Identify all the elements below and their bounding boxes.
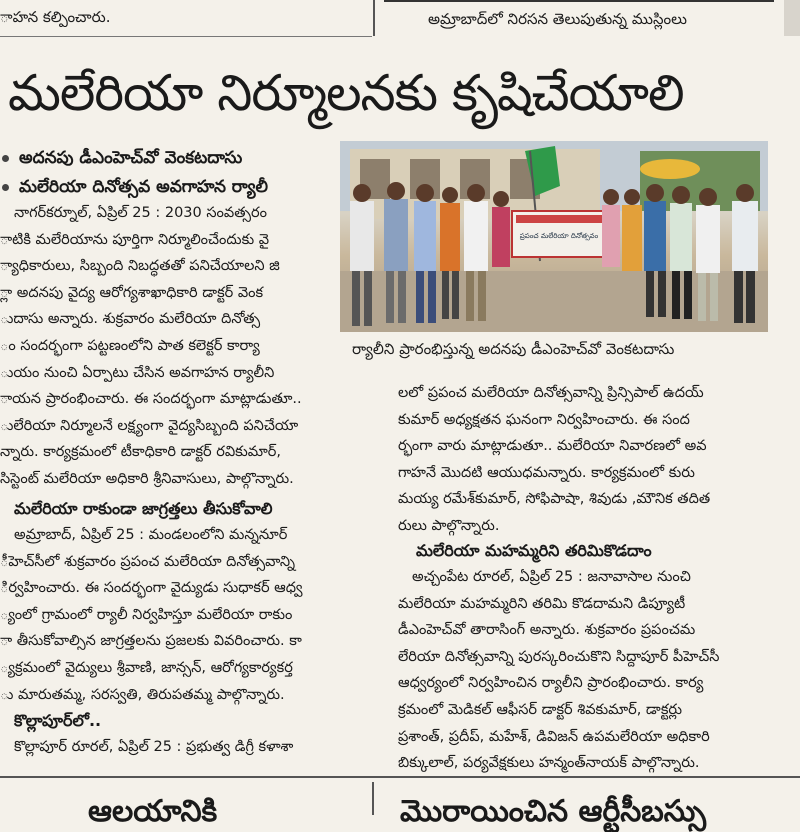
text-line: న్నారు. కార్యక్రమంలో టీకాధికారి డాక్టర్ రవికుమార్, xyxy=(0,444,281,461)
subheading: మలేరియా రాకుండా జాగ్రత్తలు తీసుకోవాలి xyxy=(14,499,273,518)
bullet-icon xyxy=(2,155,9,162)
bullet-icon xyxy=(2,184,9,191)
rally-photo-illustration xyxy=(340,141,768,332)
prev-photo-caption: అమ్రాబాద్‌లో నిరసన తెలుపుతున్న ముస్లింలు xyxy=(428,10,687,28)
text-line: ీహెచ్‌సీలో శుక్రవారం ప్రపంచ మలేరియా దినోత్సవాన్ని xyxy=(0,553,296,570)
text-line: ు మారుతమ్మ, సరస్వతి, తిరుపతమ్మ పాల్గొన్నారు. xyxy=(0,686,285,703)
text-line: ఆధ్వర్యంలో నిర్వహించిన ర్యాలీని ప్రారంభించారు. కార్య xyxy=(398,675,704,692)
photo-edge xyxy=(384,0,774,2)
text-line: ్యాధికారులు, సిబ్బంది నిబద్ధతతో పనిచేయాలని జి xyxy=(0,258,280,275)
divider xyxy=(0,36,372,37)
text-line: ుదాసు అన్నారు. శుక్రవారం మలేరియా దినోత్స xyxy=(0,311,261,328)
right-para-1 xyxy=(398,380,710,540)
text-line: డీఎంహెచ్‌వో తారాసింగ్ అన్నారు. శుక్రవారం ప్రపంచమ xyxy=(398,622,696,639)
text-line: లేరియా దినోత్సవాన్ని పురస్కరించుకొని సిద్దాపూర్ పీహెచ్‌సీ xyxy=(398,648,720,665)
column-divider xyxy=(373,0,375,36)
text-line: ులేరియా నిర్మూలనే లక్ష్యంగా వైద్యసిబ్బంది పనిచేయా xyxy=(0,417,299,434)
right-para-2 xyxy=(398,564,719,777)
subheading: మలేరియా మహమ్మరిని తరిమికొడదాం xyxy=(416,541,652,560)
text-line: నాగర్‌కర్నూల్, ఏప్రిల్ 25 : 2030 సంవత్సరం xyxy=(14,205,268,221)
text-line: లలో ప్రపంచ మలేరియా దినోత్సవాన్ని ప్రిన్సిపాల్ ఉదయ్ xyxy=(398,385,704,401)
text-line: ం సందర్భంగా పట్టణంలోని పాత కలెక్టర్ కార్యా xyxy=(0,337,260,354)
subheading: కొల్లాపూర్‌లో.. xyxy=(14,711,102,730)
text-line: మలేరియా మహమ్మరిని తరిమి కొడదామని డిప్యూటీ xyxy=(398,595,686,612)
banner-text: ప్రపంచ మలేరియా దినోత్సవం xyxy=(519,232,599,240)
text-line: ప్రశాంత్, ప్రదీప్, మహేశ్, డివిజన్ ఉపమలేరియా అధికారి xyxy=(398,728,710,745)
left-para-2 xyxy=(0,522,303,708)
column-divider xyxy=(372,782,374,815)
left-para-1 xyxy=(0,200,302,493)
text-line: క్రమంలో మెడికల్ ఆఫీసర్ డాక్టర్ శివకుమార్, డాక్టర్లు xyxy=(398,701,683,718)
bullet-text: మలేరియా దినోత్సవ అవగాహన ర్యాలీ xyxy=(19,177,268,197)
bullet-point xyxy=(2,173,268,201)
photo-caption: ర్యాలీని ప్రారంభిస్తున్న అదనపు డీఎంహెచ్‌వో వెంకటదాసు xyxy=(352,340,675,358)
left-para-3 xyxy=(14,734,293,761)
text-line: ా తీసుకోవాల్సిన జాగ్రత్తలను ప్రజలకు వివరించారు. కా xyxy=(0,633,302,650)
next-article-headline: మొరాయించిన ఆర్టీసీబస్సు xyxy=(400,794,707,829)
next-article-headline: ఆలయానికి xyxy=(88,794,218,829)
text-line: సిస్టెంట్ మలేరియా అధికారి శ్రీనివాసులు, పాల్గొన్నారు. xyxy=(0,470,294,487)
text-line: ర్భంగా వారు మాట్లాడుతూ.. మలేరియా నివారణలో అవ xyxy=(398,438,707,455)
text-line: ుయం నుంచి ఏర్పాటు చేసిన అవగాహన ర్యాలీని xyxy=(0,364,275,381)
text-line: ్యక్రమంలో వైద్యులు శ్రీవాణి, జాన్సన్, ఆరోగ్యకార్యకర్త xyxy=(0,659,293,676)
text-line: రులు పాల్గొన్నారు. xyxy=(398,517,500,534)
text-line: బిక్కులాల్, పర్యవేక్షకులు హన్మంత్‌నాయక్ పాల్గొన్నారు. xyxy=(398,755,700,772)
text-line: ిర్వహించారు. ఈ సందర్భంగా వైద్యుడు సుధాకర్ ఆధ్వ xyxy=(0,580,303,597)
bullet-point xyxy=(2,144,242,172)
text-line: ్యంలో గ్రామంలో ర్యాలీ నిర్వహిస్తూ మలేరియా రాకుం xyxy=(0,606,293,623)
text-line: మయ్య రమేశ్‌కుమార్, సోఫిపాషా, శివుడు ,మౌనిక తదిత xyxy=(398,491,711,508)
page-edge xyxy=(784,0,800,36)
prev-article-tail: ాహన కల్పించారు. xyxy=(0,8,111,26)
text-line: ాయన ప్రారంభించారు. ఈ సందర్భంగా మాట్లాడుతూ.. xyxy=(0,391,302,408)
text-line: అచ్చంపేట రూరల్, ఏప్రిల్ 25 : జనావాసాల నుంచి xyxy=(412,569,691,585)
headline: మలేరియా నిర్మూలనకు కృషిచేయాలి xyxy=(8,64,684,122)
text-line: కుమార్ అధ్యక్షతన ఘనంగా నిర్వహించారు. ఈ సంద xyxy=(398,411,690,428)
divider xyxy=(0,776,800,778)
text-line: గాహనే మొదటి ఆయుధమన్నారు. కార్యక్రమంలో కురు xyxy=(398,464,695,481)
text-line: అమ్రాబాద్, ఏప్రిల్ 25 : మండలంలోని మన్ననూర్ xyxy=(14,527,288,543)
text-line: ాటికి మలేరియాను పూర్తిగా నిర్మూలించేందుకు వై xyxy=(0,231,270,248)
bullet-text: అదనపు డీఎంహెచ్‌వో వెంకటదాసు xyxy=(19,148,243,168)
rally-photo xyxy=(340,141,768,332)
text-line: కొల్లాపూర్ రూరల్, ఏప్రిల్ 25 : ప్రభుత్వ డిగ్రీ కళాశా xyxy=(14,739,294,755)
text-line: ్లా అదనపు వైద్య ఆరోగ్యశాఖాధికారి డాక్టర్ వెంక xyxy=(0,284,264,301)
